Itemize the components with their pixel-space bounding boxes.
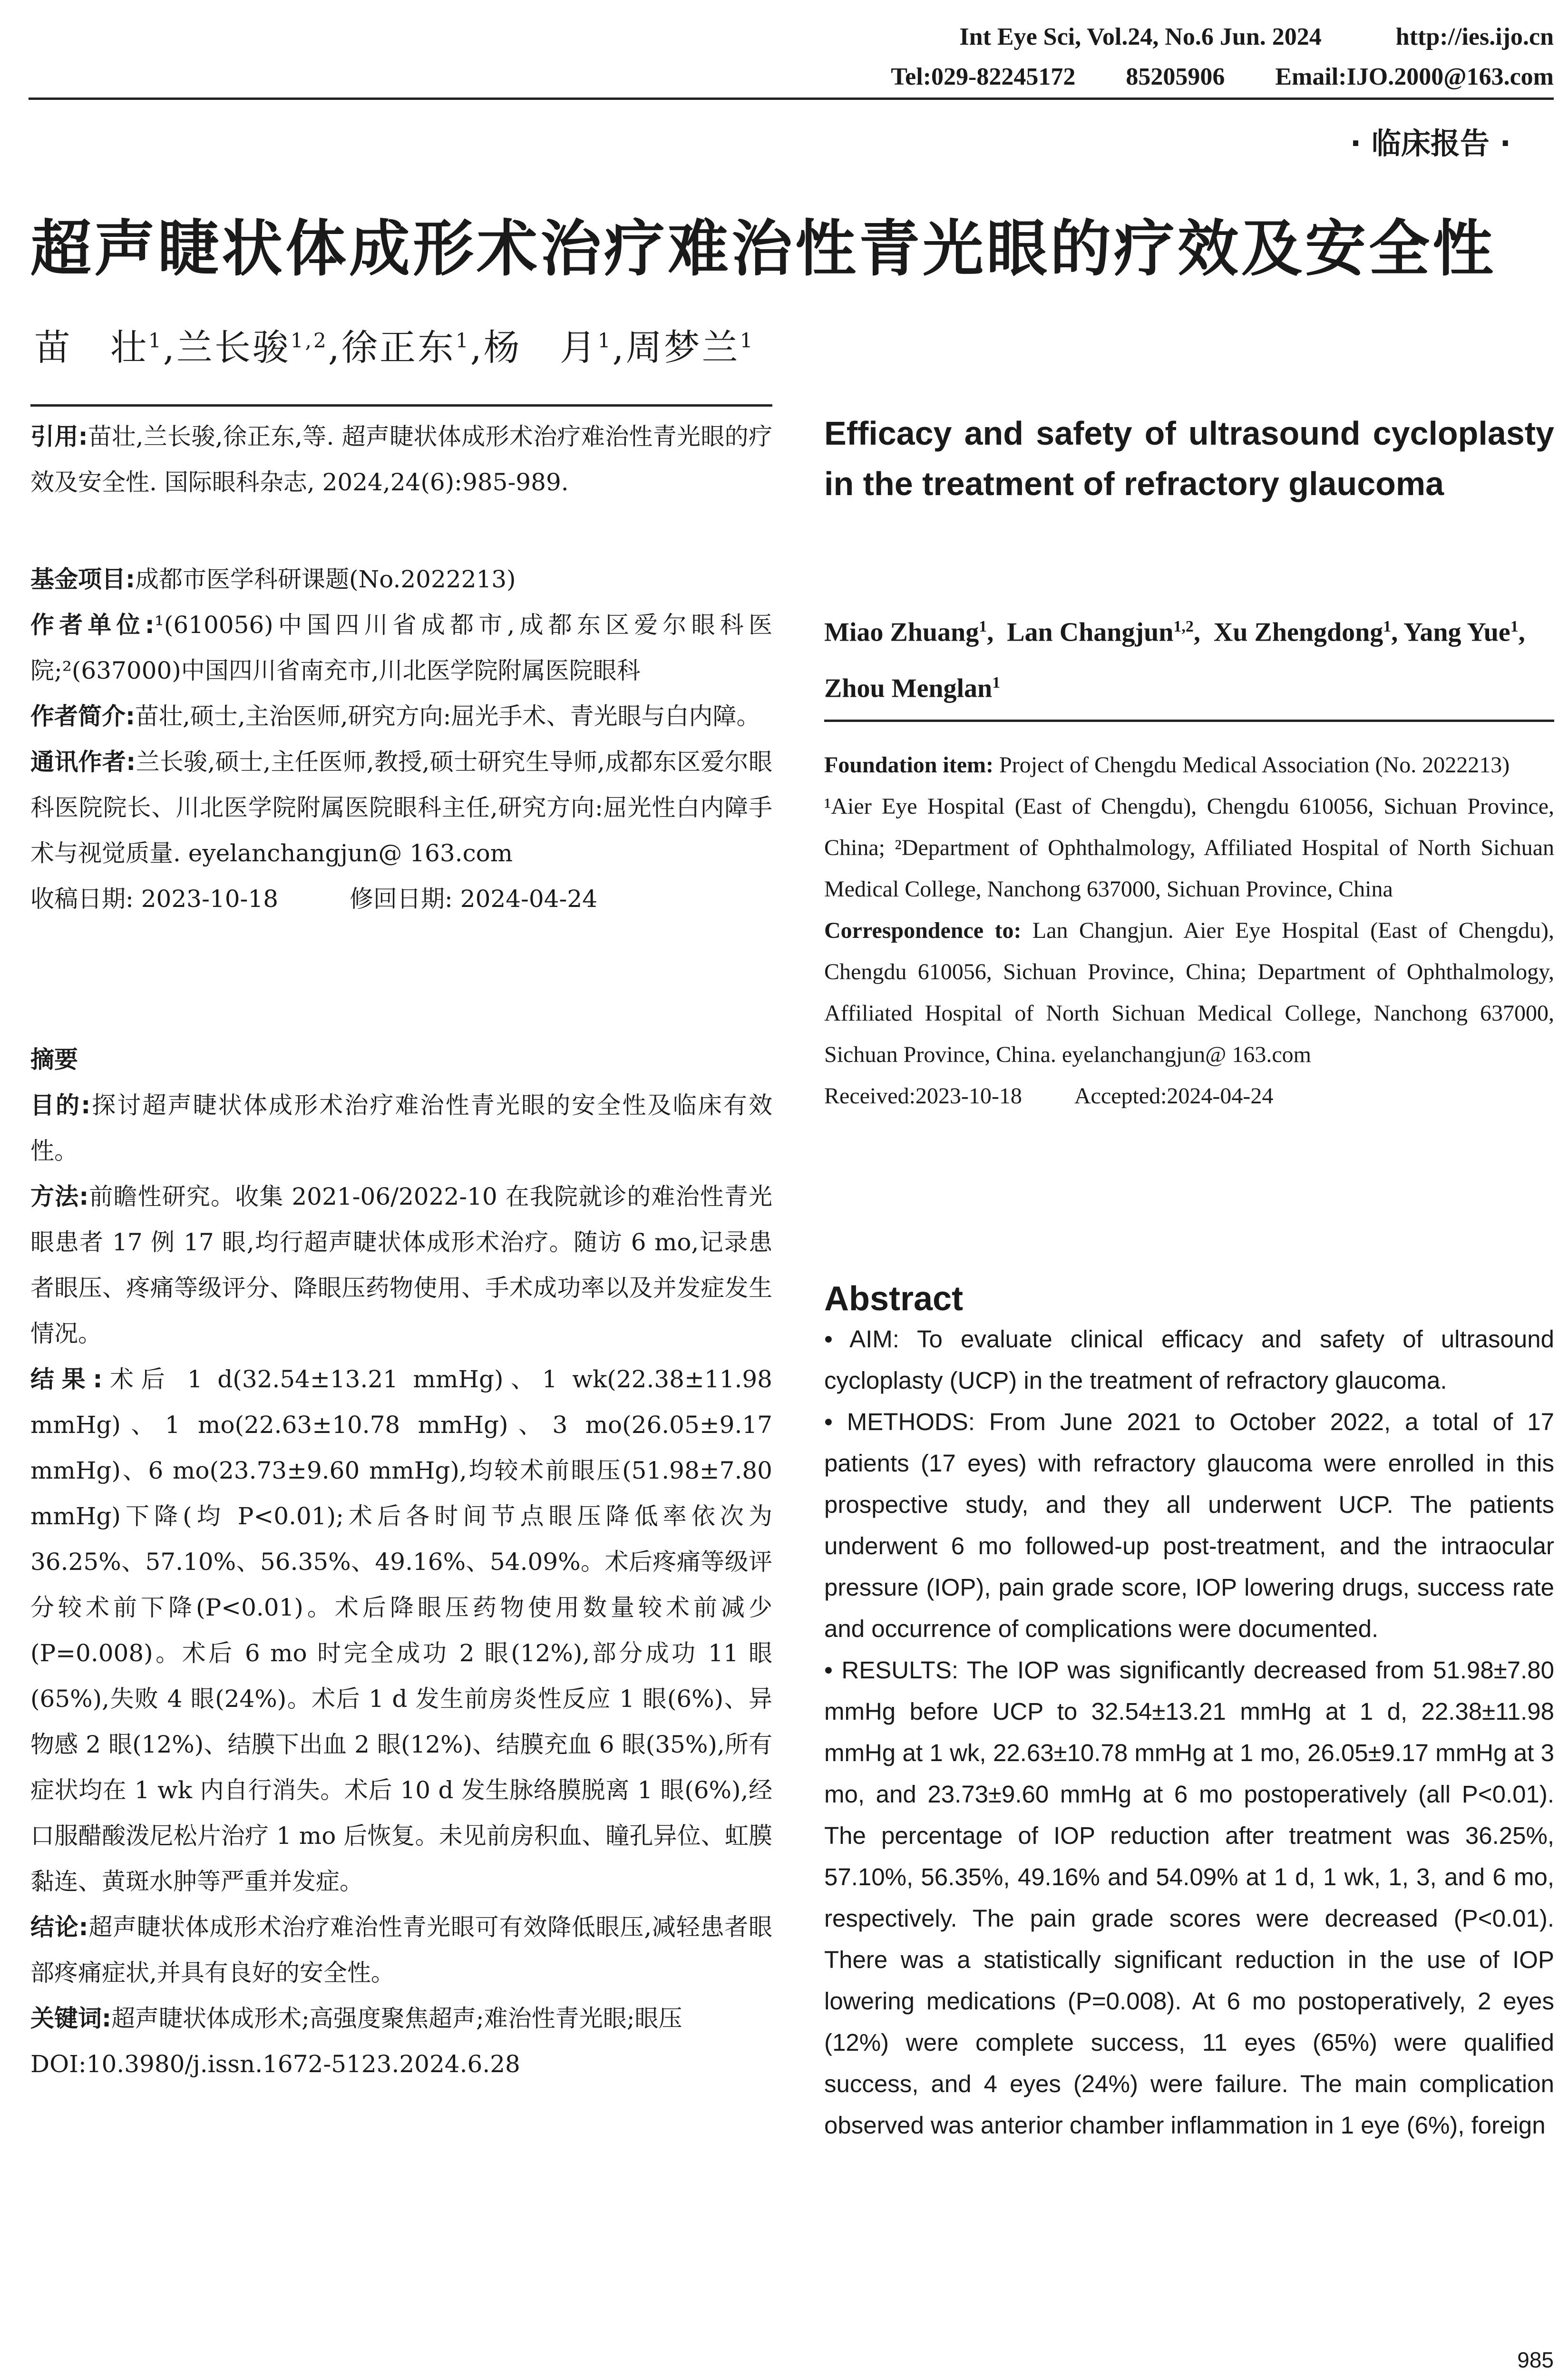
journal-email[interactable]: Email:IJO.2000@163.com [1275, 63, 1554, 90]
abstract-en [824, 1279, 1554, 2146]
accepted-en: Accepted:2024-04-24 [1074, 1083, 1274, 1109]
foundation-label: Foundation item: [824, 752, 994, 778]
running-header-line1 [959, 23, 1554, 51]
received-en: Received:2023-10-18 [824, 1083, 1022, 1109]
citation-text: 苗壮,兰长骏,徐正东,等. 超声睫状体成形术治疗难治性青光眼的疗效及安全性. 国际眼科杂志, 2024,24(6):985-989. [30, 423, 773, 496]
article-title-cn: 超声睫状体成形术治疗难治性青光眼的疗效及安全性 [30, 214, 1497, 284]
affiliation-text: ¹(610056)中国四川省成都市,成都东区爱尔眼科医院;²(637000)中国四川省南充市,川北医学院附属医院眼科 [30, 611, 772, 684]
corresponding-text: 兰长骏,硕士,主任医师,教授,硕士研究生导师,成都东区爱尔眼科医院院长、川北医学院附属医院眼科主任,研究方向:屈光性白内障手术与视觉质量. eyelanchangjun@ 163.com [30, 748, 772, 867]
conclusion-label: 结论: [30, 1913, 88, 1941]
left-divider [30, 404, 772, 407]
fund-text: 成都市医学科研课题(No.2022213) [135, 565, 516, 593]
header-divider [29, 97, 1554, 100]
objective-text: 探讨超声睫状体成形术治疗难治性青光眼的安全性及临床有效性。 [30, 1091, 772, 1165]
methods-en: • METHODS: From June 2021 to October 2022, a total of 17 patients (17 eyes) with refractory glaucoma were enrolled in this prospective study, and they all underwent UCP. The patients underwent 6 mo followed-up post-treatment, and the intraocular pressure (IOP), pain grade score, IOP lowering drugs, success rate and occurrence of complications were documented. [824, 1408, 1554, 1642]
foundation-text: Project of Chengdu Medical Association (No. 2022213) [999, 752, 1510, 778]
results-text: 术后 1 d(32.54±13.21 mmHg)、1 wk(22.38±11.98 mmHg)、1 mo(22.63±10.78 mmHg)、3 mo(26.05±9.17 mmHg)、6 mo(23.73±9.60 mmHg),均较术前眼压(51.98±7.80 mmHg)下降(均 P<0.01);术后各时间节点眼压降低率依次为 36.25%、57.10%、56.35%、49.16%、54.09%。术后疼痛等级评分较术前下降(P<0.01)。术后降眼压药物使用数量较术前减少(P=0.008)。术后 6 mo 时完全成功 2 眼(12%),部分成功 11 眼(65%),失败 4 眼(24%)。术后 1 d 发生前房炎性反应 1 眼(6%)、异物感 2 眼(12%)、结膜下出血 2 眼(12%)、结膜充血 6 眼(35%),所有症状均在 1 wk 内自行消失。术后 10 d 发生脉络膜脱离 1 眼(6%),经口服醋酸泼尼松片治疗 1 mo 后恢复。未见前房积血、瞳孔异位、虹膜黏连、黄斑水肿等严重并发症。 [30, 1365, 772, 1895]
author-affil: 1 [740, 329, 755, 352]
author-name: 杨 月 [483, 326, 598, 369]
abstract-heading-cn: 摘要 [30, 1046, 78, 1073]
bio-label: 作者简介: [30, 702, 135, 730]
methods-label: 方法: [30, 1183, 89, 1210]
author-name: 苗 壮 [34, 326, 148, 369]
fund-label: 基金项目: [30, 565, 135, 593]
tel-number-2: 85205906 [1126, 63, 1225, 90]
correspondence-label: Correspondence to: [824, 918, 1022, 943]
authors-en: Miao Zhuang$^1$, Lan Changjun$^{1,2}$, Xu Zhengdong$^1$, Yang Yue$^1$, Zhou Menglan$^1$ [824, 617, 1532, 703]
conclusion-text: 超声睫状体成形术治疗难治性青光眼可有效降低眼压,减轻患者眼部疼痛症状,并具有良好的安全性。 [30, 1913, 772, 1987]
objective-label: 目的: [30, 1091, 91, 1119]
results-en: • RESULTS: The IOP was significantly decreased from 51.98±7.80 mmHg before UCP to 32.54±13.21 mmHg at 1 d, 22.38±11.98 mmHg at 1 wk, 22.63±10.78 mmHg at 1 mo, 26.05±9.17 mmHg at 3 mo, and 23.73±9.60 mmHg at 6 mo postoperatively (all P<0.01). The percentage of IOP reduction after treatment was 36.25%, 57.10%, 56.35%, 49.16% and 54.09% at 1 d, 1 wk, 1, 3, and 6 mo, respectively. The pain grade scores were decreased (P<0.01). There was a statistically significant reduction in the use of IOP lowering medications (P=0.008). At 6 mo postoperatively, 2 eyes (12%) were complete success, 11 eyes (65%) were qualified success, and 4 eyes (24%) were failure. The main complication observed was anterior chamber inflammation in 1 eye (6%), foreign [824, 1656, 1554, 2139]
correspondence-text: Lan Changjun. Aier Eye Hospital (East of Chengdu), Chengdu 610056, Sichuan Province, China; Department of Ophthalmology, Affiliated Hospital of North Sichuan Medical College, Nanchong 637000, Sichuan Province, China. eyelanchangjun@ 163.com [824, 918, 1555, 1067]
author-affil: 1 [597, 329, 613, 352]
affiliation-label: 作者单位: [30, 611, 155, 639]
affiliation-en: ¹Aier Eye Hospital (East of Chengdu), Chengdu 610056, Sichuan Province, China; ²Department of Ophthalmology, Affiliated Hospital of North Sichuan Medical College, Nanchong 637000, Sichuan Province, China [824, 794, 1554, 902]
right-divider [824, 720, 1554, 722]
author-name-en: Xu Zhengdong [1213, 617, 1383, 647]
tel-number: Tel:029-82245172 [891, 63, 1076, 90]
bio-text: 苗壮,硕士,主治医师,研究方向:屈光手术、青光眼与白内障。 [135, 702, 760, 730]
author-affil: 1 [148, 329, 163, 352]
doi[interactable]: DOI:10.3980/j.issn.1672-5123.2024.6.28 [30, 2050, 520, 2078]
author-name: 周梦兰 [625, 326, 740, 369]
author-affil: 1 [455, 329, 470, 352]
author-name: 徐正东 [341, 326, 456, 369]
page-number: 985 [1517, 2348, 1554, 2372]
citation-block [30, 414, 772, 505]
received-date: 收稿日期: 2023-10-18 [30, 885, 279, 913]
keywords-text: 超声睫状体成形术;高强度聚焦超声;难治性青光眼;眼压 [111, 2005, 682, 2032]
abstract-cn [30, 1037, 772, 2087]
revised-date: 修回日期: 2024-04-24 [350, 885, 598, 913]
keywords-label: 关键词: [30, 2005, 111, 2032]
aim-en: • AIM: To evaluate clinical efficacy and safety of ultrasound cycloplasty (UCP) in the treatment of refractory glaucoma. [824, 1325, 1554, 1394]
author-name-en: Yang Yue [1403, 617, 1510, 647]
journal-info: Int Eye Sci, Vol.24, No.6 Jun. 2024 [959, 23, 1322, 50]
author-affil-en: 1,2 [1173, 618, 1194, 635]
corresponding-label: 通讯作者: [30, 748, 136, 776]
english-authors-block [824, 602, 1554, 713]
running-header-line2 [891, 63, 1554, 91]
author-affil: 1,2 [290, 329, 328, 352]
section-tag: · 临床报告 · [1350, 126, 1511, 161]
author-name-en: Lan Changjun [1007, 617, 1174, 647]
abstract-heading-en: Abstract [824, 1280, 964, 1318]
authors-cn: 苗 壮$^1$,兰长骏$^{1,2}$,徐正东$^1$,杨 月$^1$,周梦兰$^1$ [34, 326, 755, 369]
author-name-en: Miao Zhuang [824, 617, 979, 647]
author-info-block [30, 556, 772, 922]
journal-url[interactable]: http://ies.ijo.cn [1395, 23, 1554, 50]
author-affil-en: 1 [992, 673, 1001, 692]
english-title-block [824, 408, 1554, 509]
author-affil-en: 1 [1383, 618, 1392, 635]
results-label: 结果: [30, 1365, 103, 1393]
methods-text: 前瞻性研究。收集 2021-06/2022-10 在我院就诊的难治性青光眼患者 17 例 17 眼,均行超声睫状体成形术治疗。随访 6 mo,记录患者眼压、疼痛等级评分、降眼压药物使用、手术成功率以及并发症发生情况。 [30, 1183, 772, 1347]
author-affil-en: 1 [979, 618, 987, 635]
author-affil-en: 1 [1510, 618, 1519, 635]
author-name: 兰长骏 [176, 326, 291, 369]
english-meta-block [824, 744, 1554, 1117]
article-title-en: Efficacy and safety of ultrasound cycloplasty in the treatment of refractory glaucoma [824, 415, 1554, 502]
citation-label: 引用: [30, 423, 88, 450]
author-name-en: Zhou Menglan [824, 673, 993, 703]
